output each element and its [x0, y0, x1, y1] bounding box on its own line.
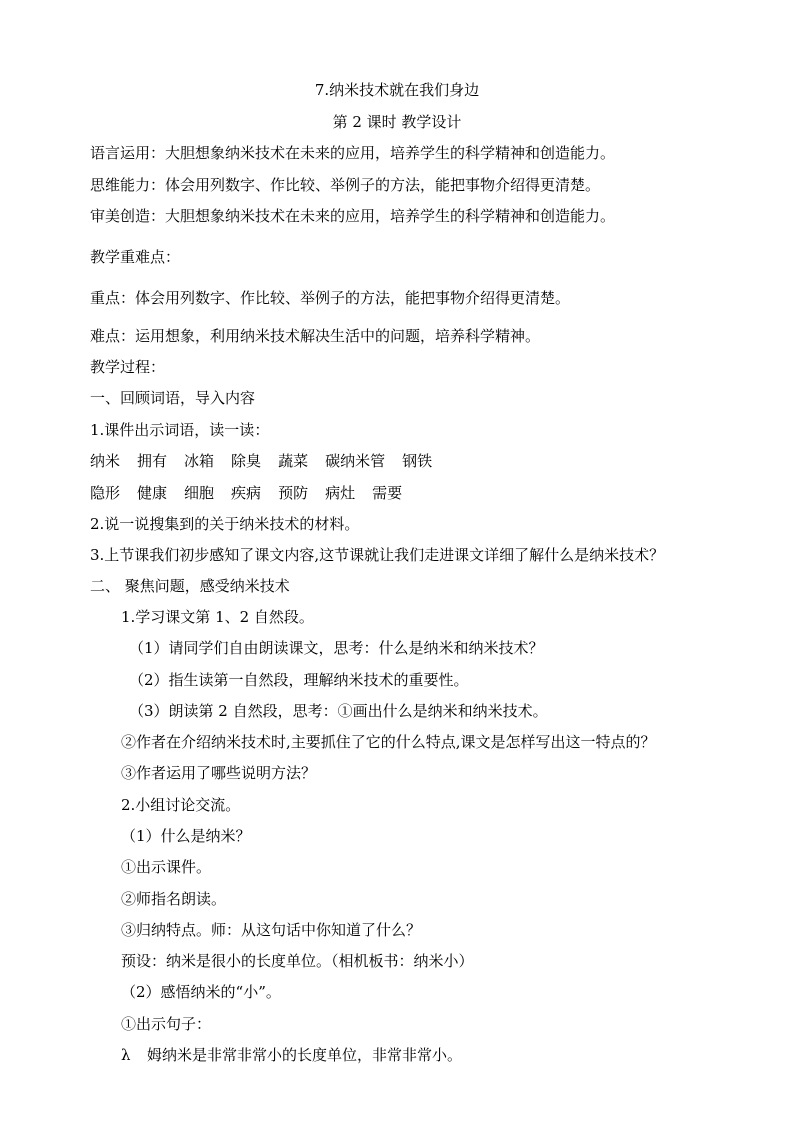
discussion-item-1a: ①出示课件。: [121, 858, 212, 876]
vocab-word: 细胞: [184, 484, 215, 502]
goal-thinking: 思维能力：体会用列数字、作比较、举例子的方法，能把事物介绍得更清楚。: [90, 176, 601, 194]
vocab-word: 碳纳米管: [325, 452, 386, 470]
question-3: （3）朗读第 2 自然段，思考：①画出什么是纳米和纳米技术。: [129, 702, 548, 720]
vocab-word: 需要: [372, 484, 403, 502]
discussion-item-1c: ③归纳特点。师：从这句话中你知道了什么？: [121, 921, 422, 939]
quote-line: [121, 1045, 462, 1065]
document-subtitle: 第 2 课时 教学设计: [332, 113, 462, 131]
discussion-item-2: （2）感悟纳米的“小”。: [121, 983, 281, 1001]
process-heading: 教学过程：: [90, 358, 166, 376]
vocab-word: 预防: [278, 484, 309, 502]
vocab-word: 冰箱: [184, 452, 215, 470]
vocab-word: 拥有: [137, 452, 168, 470]
vocab-word: 健康: [137, 484, 168, 502]
key-heading: 教学重难点：: [90, 248, 181, 266]
vocab-word: 除臭: [231, 452, 262, 470]
discussion-heading: 2.小组讨论交流。: [121, 796, 241, 814]
section2-heading: 二、 聚焦问题，感受纳米技术: [90, 577, 290, 595]
section1-step2: 2.说一说搜集到的关于纳米技术的材料。: [90, 515, 360, 533]
document-title: 7.纳米技术就在我们身边: [314, 81, 480, 99]
vocab-word: 病灶: [325, 484, 356, 502]
goal-aesthetic: 审美创造：大胆想象纳米技术在未来的应用，培养学生的科学精神和创造能力。: [90, 207, 616, 225]
discussion-item-2a: ①出示句子：: [121, 1015, 212, 1033]
goal-language: 语言运用：大胆想象纳米技术在未来的应用，培养学生的科学精神和创造能力。: [90, 144, 616, 162]
vocab-word: 纳米: [90, 452, 121, 470]
question-1: （1）请同学们自由朗读课文，思考：什么是纳米和纳米技术？: [129, 639, 544, 657]
vocab-word: 蔬菜: [278, 452, 309, 470]
discussion-item-1b: ②师指名朗读。: [121, 890, 227, 908]
section1-step1: 1.课件出示词语，读一读：: [90, 421, 270, 439]
question-2: （2）指生读第一自然段，理解纳米技术的重要性。: [129, 671, 469, 689]
vocab-word: 隐形: [90, 484, 121, 502]
section1-heading: 一、回顾词语，导入内容: [90, 389, 256, 407]
vocab-row-1: [90, 451, 449, 471]
difficult-point: 难点：运用想象，利用纳米技术解决生活中的问题，培养科学精神。: [90, 327, 541, 345]
preset-answer: 预设：纳米是很小的长度单位。（相机板书：纳米小）: [121, 952, 474, 970]
vocab-word: 钢铁: [402, 452, 433, 470]
section2-study: 1.学习课文第 1、2 自然段。: [121, 608, 314, 626]
question-4: ②作者在介绍纳米技术时,主要抓住了它的什么特点,课文是怎样写出这一特点的？: [121, 733, 656, 751]
quote-text: 姆纳米是非常非常小的长度单位，非常非常小。: [147, 1046, 463, 1064]
question-5: ③作者运用了哪些说明方法？: [121, 764, 317, 782]
key-point: 重点：体会用列数字、作比较、举例子的方法，能把事物介绍得更清楚。: [90, 289, 571, 307]
vocab-row-2: [90, 483, 419, 503]
bullet-symbol: λ: [121, 1046, 131, 1064]
section1-step3: 3.上节课我们初步感知了课文内容,这节课就让我们走进课文详细了解什么是纳米技术？: [90, 546, 665, 564]
vocab-word: 疾病: [231, 484, 262, 502]
discussion-item-1: （1）什么是纳米？: [121, 827, 251, 845]
